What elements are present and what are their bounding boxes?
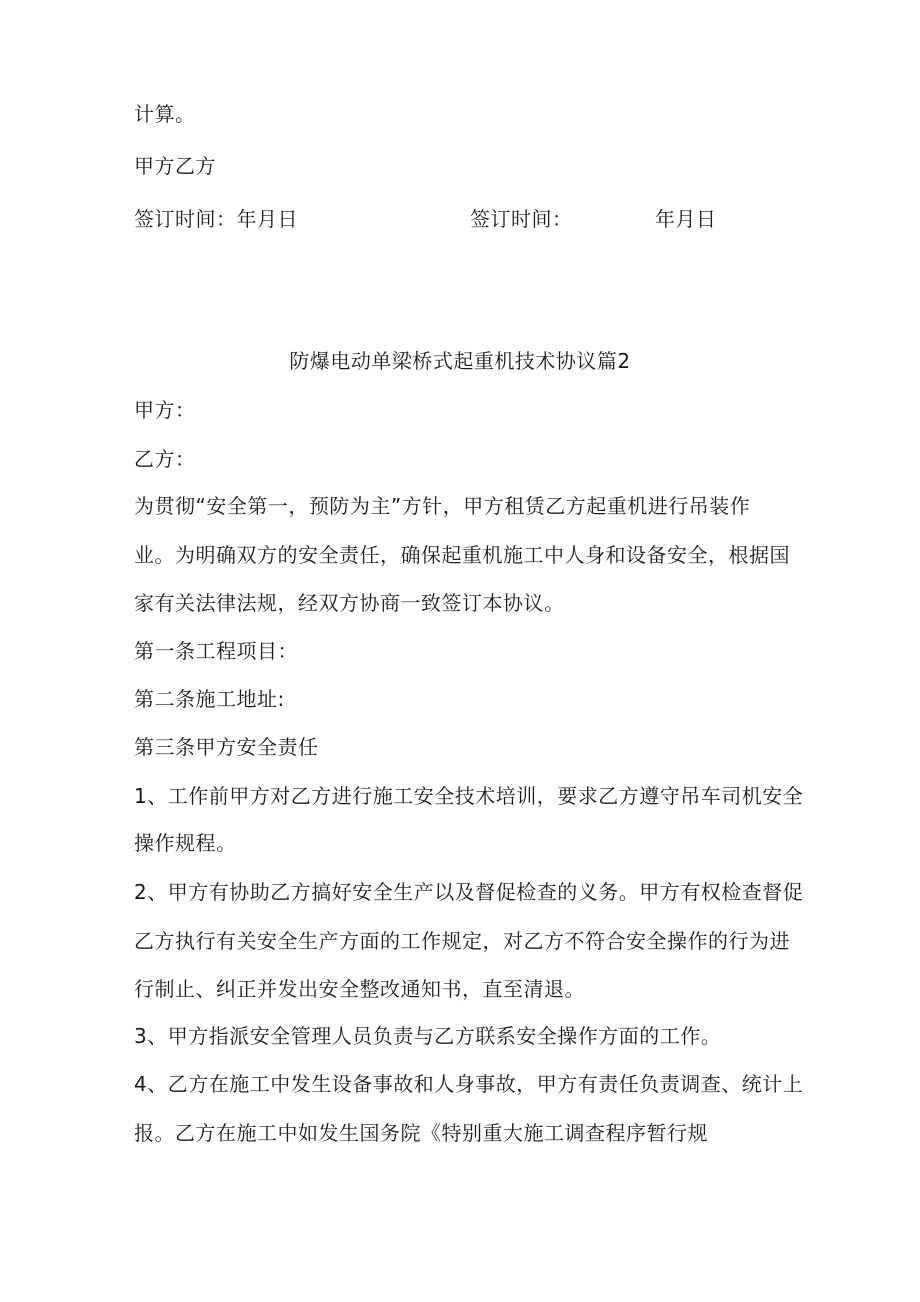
item-3-line: 3、甲方指派安全管理人员负责与乙方联系安全操作方面的工作。 — [134, 1024, 722, 1048]
article-2-heading: 第二条施工地址: — [134, 687, 285, 711]
signature-date-right: 年月日 — [655, 207, 717, 231]
item-4-line: 4、乙方在施工中发生设备事故和人身事故，甲方有责任负责调查、统计上 — [134, 1072, 804, 1096]
preamble-line: 家有关法律法规，经双方协商一致签订本协议。 — [134, 591, 565, 615]
preamble-line: 为贯彻“安全第一，预防为主”方针，甲方租赁乙方起重机进行吊装作 — [134, 494, 751, 518]
parties-line: 甲方乙方 — [134, 154, 216, 178]
item-1-line: 1、工作前甲方对乙方进行施工安全技术培训，要求乙方遵守吊车司机安全 — [134, 784, 804, 808]
item-2-line: 乙方执行有关安全生产方面的工作规定，对乙方不符合安全操作的行为进 — [134, 929, 790, 953]
preamble-line: 业。为明确双方的安全责任，确保起重机施工中人身和设备安全，根据国 — [134, 543, 790, 567]
document-title: 防爆电动单梁桥式起重机技术协议篇2 — [289, 349, 631, 373]
item-2-line: 行制止、纠正并发出安全整改通知书，直至清退。 — [134, 977, 585, 1001]
item-1-line: 操作规程。 — [134, 831, 237, 855]
intro-tail-text: 计算。 — [134, 102, 196, 126]
signature-date-left: 签订时间：年月日 — [134, 207, 298, 231]
party-b-label: 乙方： — [134, 447, 196, 471]
party-a-label: 甲方： — [134, 398, 196, 422]
item-4-line: 报。乙方在施工中如发生国务院《特别重大施工调查程序暂行规 — [134, 1121, 708, 1145]
item-2-line: 2、甲方有协助乙方搞好安全生产以及督促检查的义务。甲方有权检查督促 — [134, 880, 804, 904]
article-1-heading: 第一条工程项目： — [134, 639, 298, 663]
signature-date-right-label: 签订时间： — [470, 207, 573, 231]
article-3-heading: 第三条甲方安全责任 — [134, 735, 319, 759]
